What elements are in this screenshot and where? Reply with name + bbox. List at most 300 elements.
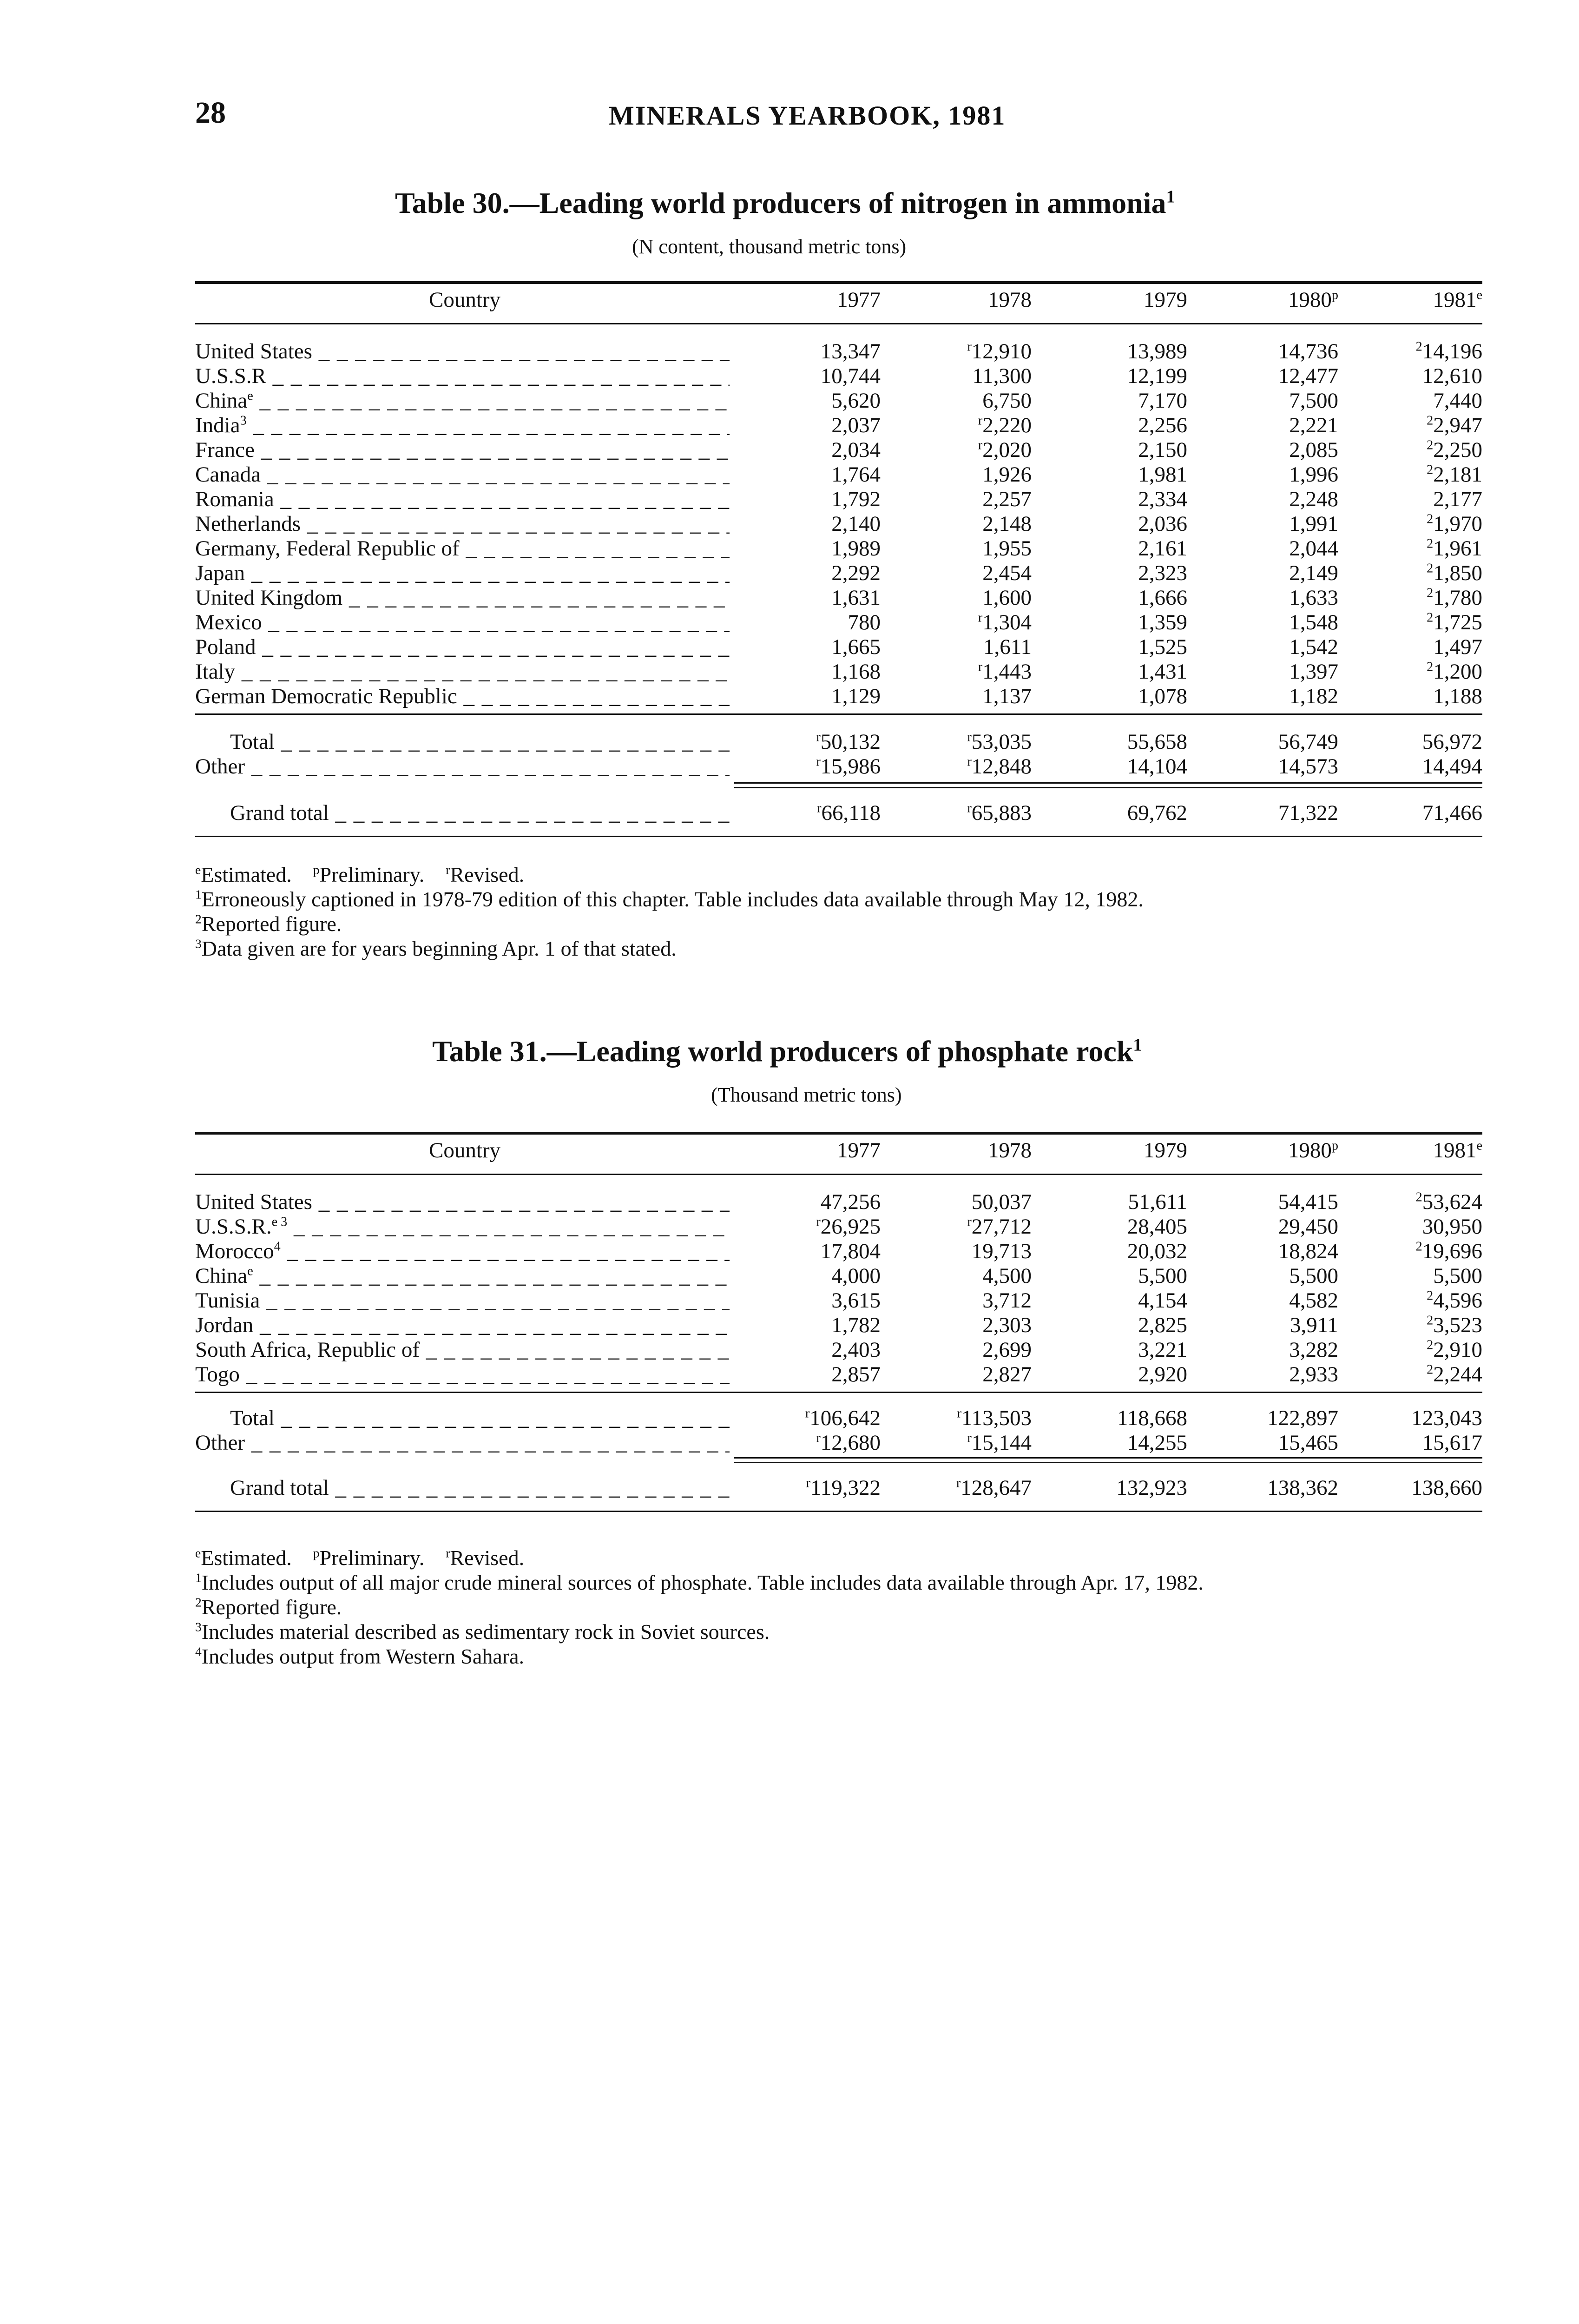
table30-cell-value: 2,221	[1289, 413, 1338, 437]
table31-footnote-mark: 4	[195, 1644, 202, 1659]
table31-grand-rule	[734, 1457, 1482, 1459]
table30-cell	[1048, 413, 1187, 438]
table31-cell-value: 123,043	[1411, 1406, 1482, 1430]
table31-cell-value: 53,624	[1422, 1190, 1482, 1214]
table30-row	[195, 660, 1482, 684]
table30-cell	[741, 339, 881, 364]
table30-cell-value: 1,129	[831, 684, 881, 708]
table30-cell	[1199, 339, 1338, 364]
table30-footnote-text: Estimated.	[201, 863, 292, 886]
table30-cell	[1199, 586, 1338, 610]
table30-cell-value: 1,200	[1433, 660, 1482, 684]
table31-cell	[1343, 1215, 1482, 1239]
table30-col-4	[1199, 286, 1338, 314]
table31-cell-value: 29,450	[1278, 1215, 1338, 1239]
table30-cell-value: 14,736	[1278, 339, 1338, 363]
table31-col-4	[1199, 1136, 1338, 1164]
table30-cell-mark: r	[978, 438, 983, 453]
table30-cell-mark: 2	[1427, 610, 1434, 625]
table31-cell-value: 119,322	[810, 1476, 881, 1500]
table30-cell	[892, 413, 1032, 438]
table30-row-label	[195, 512, 730, 536]
table30-footnote-text: Preliminary.	[319, 863, 425, 886]
table30-row	[195, 413, 1482, 438]
table30-row-label	[195, 586, 730, 610]
table31-footnote-line	[195, 1619, 1496, 1644]
table31-cell-mark: r	[805, 1406, 810, 1421]
table30-subtitle: (N content, thousand metric tons)	[632, 235, 907, 258]
table30-cell-value: 2,036	[1138, 512, 1187, 536]
table30-cell-value: 2,161	[1138, 536, 1187, 561]
table30-cell-value: 1,665	[831, 635, 881, 659]
table30-row-label-text: Canada	[195, 462, 261, 487]
table31-cell-value: 3,911	[1290, 1313, 1338, 1337]
table30-cell	[741, 754, 881, 779]
table30-row-label	[195, 561, 730, 586]
table31-cell-mark: r	[816, 1215, 821, 1229]
table31-footnotes	[195, 1545, 1496, 1669]
table30-col-mark: p	[1331, 288, 1338, 303]
table30-row-label-text: Grand total	[230, 801, 329, 825]
table30-cell	[1343, 561, 1482, 586]
table31-row-label-mark: 4	[274, 1239, 281, 1254]
table31-cell	[741, 1239, 881, 1264]
table31-cell	[741, 1362, 881, 1387]
table30-cell	[1199, 413, 1338, 438]
table31-cell	[1199, 1190, 1338, 1215]
table31-cell-value: 1,782	[831, 1313, 881, 1337]
table30-footnote-text: Reported figure.	[201, 912, 342, 936]
table30-cell-mark: r	[978, 660, 983, 674]
table30-cell	[892, 754, 1032, 779]
table31-cell-value: 50,037	[971, 1190, 1032, 1214]
table30-cell	[1199, 660, 1338, 684]
table31-cell-value: 2,910	[1433, 1338, 1482, 1362]
table31-cell	[1048, 1431, 1187, 1455]
table31-footnote-text: Estimated.	[201, 1546, 292, 1570]
table30-col-3	[1048, 286, 1187, 314]
table30-cell-value: 2,256	[1138, 413, 1187, 437]
table31-col-label: 1979	[1144, 1138, 1187, 1162]
table30-cell	[1343, 487, 1482, 512]
table31-cell	[892, 1338, 1032, 1362]
table31-cell	[1048, 1338, 1187, 1362]
table30-cell	[892, 438, 1032, 462]
table31-col-label: 1981	[1433, 1138, 1477, 1162]
table31-cell-value: 5,500	[1289, 1264, 1338, 1288]
table30-row-label-text: Romania	[195, 487, 274, 511]
table30-row	[195, 438, 1482, 462]
table31-cell-value: 2,827	[982, 1362, 1032, 1386]
table30-cell-value: 2,177	[1433, 487, 1482, 511]
table30-cell-value: 12,199	[1127, 364, 1187, 388]
table30-cell-mark: r	[978, 610, 983, 625]
table30-cell	[1048, 487, 1187, 512]
table30-cell	[1343, 730, 1482, 754]
table31-row-label	[195, 1264, 730, 1288]
table30-cell	[1343, 512, 1482, 536]
table30-cell	[1048, 339, 1187, 364]
table30-row	[195, 536, 1482, 561]
table30-cell	[1199, 389, 1338, 413]
table31-row-label-mark: e	[247, 1264, 253, 1279]
table31-cell-value: 5,500	[1138, 1264, 1187, 1288]
table30-footnote-mark: e	[195, 862, 201, 877]
table30-cell-value: 71,322	[1278, 801, 1338, 825]
table31-cell	[1048, 1313, 1187, 1338]
table31-title	[432, 1034, 1315, 1069]
table31-row-label	[195, 1215, 730, 1239]
table30-cell	[892, 536, 1032, 561]
table30-cell-value: 1,666	[1138, 586, 1187, 610]
table30-row-label	[195, 684, 730, 709]
table30-cell	[892, 512, 1032, 536]
table30-row-label	[195, 730, 730, 754]
table30-footnote-mark: p	[313, 862, 320, 877]
table30-cell-value: 10,744	[820, 364, 881, 388]
table31-cell	[741, 1264, 881, 1288]
table31-other-row	[195, 1431, 1482, 1455]
table31-cell	[1343, 1313, 1482, 1338]
table30-footnote-text: Revised.	[450, 863, 525, 886]
table30-row-label	[195, 438, 730, 462]
table30-cell	[1199, 438, 1338, 462]
table31-row	[195, 1190, 1482, 1215]
table30-col-label: 1977	[837, 288, 881, 312]
table30-bottom-rule	[195, 836, 1482, 837]
table30-cell	[892, 801, 1032, 825]
table30-cell-value: 1,970	[1433, 512, 1482, 536]
table31-cell	[1048, 1362, 1187, 1387]
table30-cell	[892, 730, 1032, 754]
table30-cell	[741, 730, 881, 754]
table31-cell-mark: r	[967, 1215, 972, 1229]
table30-cell	[892, 635, 1032, 660]
table30-top-rule	[195, 281, 1482, 284]
table30-row	[195, 512, 1482, 536]
page-number: 28	[195, 96, 226, 130]
table30-cell	[1048, 754, 1187, 779]
table31-cell-value: 5,500	[1433, 1264, 1482, 1288]
table30-cell	[1048, 684, 1187, 709]
table31-cell-mark: r	[806, 1476, 810, 1491]
table30-cell	[1048, 610, 1187, 635]
table31-cell-value: 54,415	[1278, 1190, 1338, 1214]
table30-footnote-line	[195, 887, 1496, 911]
table31-footnote-mark: 2	[195, 1595, 202, 1610]
table31-cell-value: 4,154	[1138, 1288, 1187, 1313]
table30-cell	[1048, 462, 1187, 487]
table30-cell-mark: 2	[1427, 561, 1434, 576]
table30-cell	[892, 462, 1032, 487]
table30-grand-total-row	[195, 801, 1482, 825]
table30-row-label-text: Mexico	[195, 610, 262, 634]
table31-footnote-text: Includes output of all major crude mineral sources of phosphate. Table includes data available through Apr. 17, 1982.	[201, 1571, 1204, 1594]
table30-cell-value: 56,972	[1422, 730, 1482, 754]
table30-cell-value: 1,182	[1289, 684, 1338, 708]
table30-col-country: Country	[428, 288, 501, 312]
table30-row-label-text: Total	[230, 730, 275, 754]
table31-row-label-text: Total	[230, 1406, 275, 1430]
table30-row-label-text: German Democratic Republic	[195, 684, 457, 708]
table30-row-label-mark: 3	[240, 413, 247, 428]
table31-cell-value: 15,144	[971, 1431, 1032, 1455]
table30-cell	[1048, 438, 1187, 462]
table31-footnote-mark: r	[446, 1545, 450, 1560]
table31-cell-value: 3,712	[982, 1288, 1032, 1313]
table30-col-2	[892, 286, 1032, 314]
table30-cell	[741, 801, 881, 825]
table30-cell	[1199, 610, 1338, 635]
table30-cell-mark: 2	[1427, 660, 1434, 674]
table31-cell	[741, 1476, 881, 1500]
table30-cell-value: 2,248	[1289, 487, 1338, 511]
table30-cell-value: 5,620	[831, 389, 881, 413]
table30-row	[195, 462, 1482, 487]
table31-cell-value: 138,362	[1267, 1476, 1338, 1500]
table31-header-rule	[195, 1174, 1482, 1175]
table30-cell-value: 2,140	[831, 512, 881, 536]
table30-cell-value: 1,078	[1138, 684, 1187, 708]
table31-cell	[1343, 1288, 1482, 1313]
table30-footnote-mark: 3	[195, 936, 202, 951]
table30-cell	[741, 462, 881, 487]
table30-footnote-line	[195, 862, 1496, 887]
table31-row-label-text: South Africa, Republic of	[195, 1338, 420, 1362]
table31-cell-value: 4,000	[831, 1264, 881, 1288]
table31-row-label-mark: e 3	[271, 1215, 288, 1229]
table31-footnote-gap	[424, 1546, 446, 1570]
table31-cell-value: 2,699	[982, 1338, 1032, 1362]
table30-cell	[892, 364, 1032, 389]
table31-footnote-text: Revised.	[450, 1546, 525, 1570]
table30-cell	[1199, 364, 1338, 389]
table30-cell-mark: r	[967, 339, 972, 354]
table31-cell-mark: r	[967, 1431, 972, 1446]
table31-cell	[892, 1431, 1032, 1455]
table30-cell-value: 65,883	[971, 801, 1032, 825]
table31-row-label	[195, 1338, 730, 1362]
table31-cell-value: 122,897	[1267, 1406, 1338, 1430]
table31-col-mark: p	[1331, 1138, 1338, 1153]
table30-cell	[1343, 754, 1482, 779]
table30-cell	[1199, 684, 1338, 709]
table31-cell-value: 19,713	[971, 1239, 1032, 1263]
table31-cell-value: 26,925	[820, 1215, 881, 1239]
table30-cell	[892, 586, 1032, 610]
table31-cell-mark: 2	[1427, 1313, 1434, 1328]
table30-cell-value: 1,764	[831, 462, 881, 487]
table31-cell	[1199, 1338, 1338, 1362]
table30-cell-value: 1,397	[1289, 660, 1338, 684]
table31-cell-mark: 2	[1415, 1239, 1422, 1254]
table30-cell-mark: 2	[1427, 586, 1434, 601]
table30-cell-value: 53,035	[971, 730, 1032, 754]
table30-cell-value: 2,323	[1138, 561, 1187, 585]
table31-cell	[1048, 1190, 1187, 1215]
table30-row-label	[195, 462, 730, 487]
table30-cell-value: 2,334	[1138, 487, 1187, 511]
table31-row-label	[195, 1431, 730, 1455]
table31-cell-value: 4,596	[1433, 1288, 1482, 1313]
table30-footnote-mark: 2	[195, 911, 202, 926]
table31-row	[195, 1215, 1482, 1239]
table30-cell	[1343, 339, 1482, 364]
table31-cell	[741, 1190, 881, 1215]
table30-cell-value: 1,525	[1138, 635, 1187, 659]
table31-cell-value: 106,642	[809, 1406, 881, 1430]
table30-col-label: 1981	[1433, 288, 1477, 312]
table31-row-label-text: U.S.S.R.	[195, 1215, 272, 1239]
table30-cell-mark: r	[967, 754, 972, 769]
table31-cell	[892, 1215, 1032, 1239]
table30-cell-value: 1,989	[831, 536, 881, 561]
table30-cell	[1343, 389, 1482, 413]
table31-cell-value: 14,255	[1127, 1431, 1187, 1455]
table30-cell-value: 56,749	[1278, 730, 1338, 754]
table31-cell-mark: 2	[1427, 1362, 1434, 1377]
table30-cell-value: 1,600	[982, 586, 1032, 610]
table30-cell-value: 1,359	[1138, 610, 1187, 634]
table30-cell-value: 2,220	[982, 413, 1032, 437]
table30-cell-mark: 2	[1427, 536, 1434, 551]
table30-cell	[1048, 635, 1187, 660]
table31-footnote-text: Includes material described as sedimentary rock in Soviet sources.	[201, 1620, 770, 1644]
table31-cell	[741, 1288, 881, 1313]
table31-footnote-line	[195, 1595, 1496, 1619]
table30-cell	[1343, 438, 1482, 462]
table30-footnote-mark: r	[446, 862, 450, 877]
table30-col-label: 1979	[1144, 288, 1187, 312]
table31-cell-value: 4,582	[1289, 1288, 1338, 1313]
table31-cell	[892, 1406, 1032, 1431]
table30-cell	[741, 389, 881, 413]
table31-cell-value: 4,500	[982, 1264, 1032, 1288]
table30-cell-value: 14,196	[1422, 339, 1482, 363]
table31-row	[195, 1288, 1482, 1313]
table31-row	[195, 1239, 1482, 1264]
table30-cell-value: 1,611	[983, 635, 1032, 659]
table30-row-label	[195, 610, 730, 635]
table31-cell-value: 3,282	[1289, 1338, 1338, 1362]
table30-row-label	[195, 635, 730, 660]
table30-cell-value: 2,148	[982, 512, 1032, 536]
table30-cell	[741, 413, 881, 438]
table30-row-label-text: Netherlands	[195, 512, 301, 536]
table30-cell	[892, 684, 1032, 709]
table30-cell	[741, 635, 881, 660]
table30-cell-mark: 2	[1427, 512, 1434, 527]
table30-row-label	[195, 339, 730, 364]
table30-cell-value: 50,132	[820, 730, 881, 754]
table30-cell	[1343, 586, 1482, 610]
table30-cell	[741, 561, 881, 586]
table30-cell-value: 2,085	[1289, 438, 1338, 462]
table30-cell	[892, 339, 1032, 364]
table30-cell-value: 1,431	[1138, 660, 1187, 684]
table30-cell-value: 1,961	[1433, 536, 1482, 561]
table30-cell	[1048, 561, 1187, 586]
table30-footnote-gap	[424, 863, 446, 886]
table30-cell-value: 1,780	[1433, 586, 1482, 610]
table30-cell-mark: r	[978, 413, 983, 428]
table30-cell-value: 12,477	[1278, 364, 1338, 388]
table31-cell	[1199, 1362, 1338, 1387]
table30-cell	[741, 536, 881, 561]
table30-cell	[1343, 536, 1482, 561]
table30-cell	[1199, 561, 1338, 586]
table31-footnote-mark: e	[195, 1545, 201, 1560]
table30-cell-value: 1,955	[982, 536, 1032, 561]
table30-row-label-text: Poland	[195, 635, 256, 659]
table30-row-label	[195, 801, 730, 825]
table30-cell-mark: r	[816, 754, 821, 769]
table30-cell	[741, 512, 881, 536]
table30-row-label-text: Italy	[195, 660, 236, 684]
table30-col-1	[741, 286, 881, 314]
table30-cell	[1343, 413, 1482, 438]
table31-cell-value: 19,696	[1422, 1239, 1482, 1263]
table30-cell-value: 1,996	[1289, 462, 1338, 487]
table31-cell-value: 132,923	[1116, 1476, 1187, 1500]
table30-row	[195, 586, 1482, 610]
table30-cell-value: 13,989	[1127, 339, 1187, 363]
table30-cell	[1199, 754, 1338, 779]
table30-cell	[1199, 462, 1338, 487]
table31-cell	[1343, 1338, 1482, 1362]
table30-row-label	[195, 413, 730, 438]
table30-cell	[741, 660, 881, 684]
table31-cell-value: 128,647	[961, 1476, 1032, 1500]
table30-cell	[741, 487, 881, 512]
table31-row-label-text: Other	[195, 1431, 245, 1455]
table31-cell	[1343, 1476, 1482, 1500]
table31-cell	[1048, 1264, 1187, 1288]
table30-cell-value: 1,792	[831, 487, 881, 511]
table31-row-label	[195, 1190, 730, 1215]
table30-cell-value: 2,034	[831, 438, 881, 462]
table31-row-label	[195, 1476, 730, 1500]
table30-row-label-mark: e	[247, 389, 253, 403]
table31-cell-mark: r	[816, 1431, 821, 1446]
table30-cell-mark: 2	[1427, 413, 1434, 428]
table30-footnote-line	[195, 911, 1496, 936]
table30-cell	[1048, 730, 1187, 754]
table31-cell	[741, 1313, 881, 1338]
table30-cell-value: 780	[848, 610, 881, 634]
table31-cell	[1199, 1476, 1338, 1500]
table30-cell	[741, 684, 881, 709]
table31-cell	[1048, 1239, 1187, 1264]
table30-footnote-gap	[292, 863, 313, 886]
table31-col-label: 1978	[988, 1138, 1032, 1162]
table30-row-label	[195, 536, 730, 561]
table30-cell	[1048, 586, 1187, 610]
table31-cell	[892, 1476, 1032, 1500]
table30-row	[195, 610, 1482, 635]
table30-cell-mark: 2	[1427, 462, 1434, 477]
table30-row-label	[195, 389, 730, 413]
table30-grand-rule	[734, 782, 1482, 784]
table31-col-2	[892, 1136, 1032, 1164]
table31-grand-rule-2	[734, 1462, 1482, 1463]
table31-cell-value: 2,244	[1433, 1362, 1482, 1386]
table31-cell-value: 2,825	[1138, 1313, 1187, 1337]
table30-cell-value: 2,292	[831, 561, 881, 585]
table31-cell	[892, 1264, 1032, 1288]
table31-footnote-text: Includes output from Western Sahara.	[201, 1644, 524, 1668]
table31-title-text: Table 31.—Leading world producers of phosphate rock	[432, 1035, 1133, 1068]
